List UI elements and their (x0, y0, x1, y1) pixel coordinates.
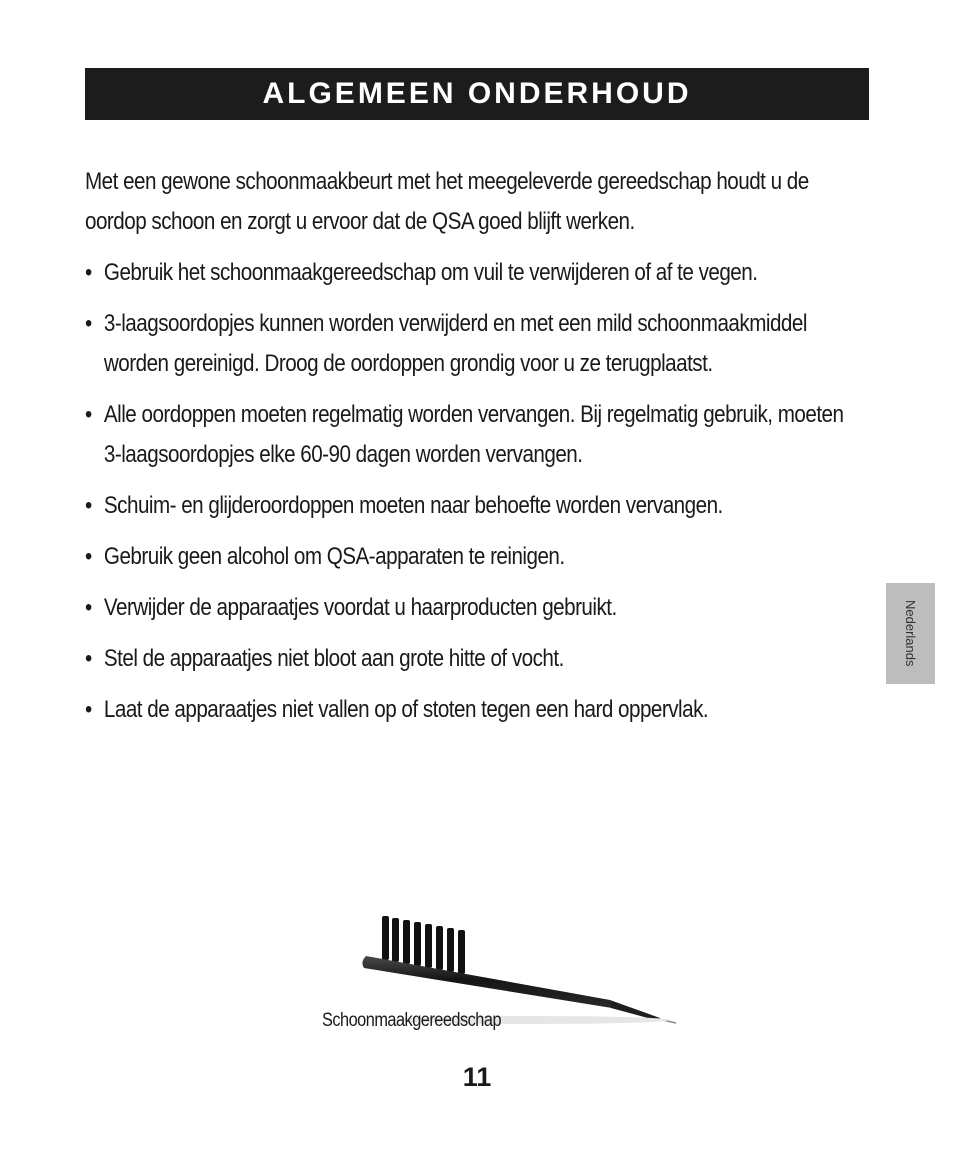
list-item: • Stel de apparaatjes niet bloot aan grote hitte of vocht. (85, 639, 855, 679)
maintenance-list (85, 253, 855, 730)
list-item: • Laat de apparaatjes niet vallen op of stoten tegen een hard oppervlak. (85, 690, 855, 730)
intro-paragraph: Met een gewone schoonmaakbeurt met het meegeleverde gereedschap houdt u de oordop schoon en zorgt u ervoor dat de QSA goed blijft werken. (85, 168, 809, 235)
figure-caption: Schoonmaakgereedschap (322, 1010, 502, 1031)
list-item: • 3-laagsoordopjes kunnen worden verwijderd en met een mild schoonmaakmiddel worden gereinigd. Droog de oordoppen grondig voor u ze terugplaatst. (85, 304, 855, 384)
language-tab-label: Nederlands (903, 600, 918, 667)
list-item: • Alle oordoppen moeten regelmatig worden vervangen. Bij regelmatig gebruik, moeten 3-laagsoordopjes elke 60-90 dagen worden vervangen. (85, 395, 855, 475)
list-item: • Gebruik het schoonmaakgereedschap om vuil te verwijderen of af te vegen. (85, 253, 855, 293)
list-item: • Verwijder de apparaatjes voordat u haarproducten gebruikt. (85, 588, 855, 628)
page-title: ALGEMEEN ONDERHOUD (262, 77, 692, 110)
body-content (85, 162, 855, 741)
list-item: • Schuim- en glijderoordoppen moeten naar behoefte worden vervangen. (85, 486, 855, 526)
section-header (85, 68, 869, 120)
language-tab (886, 583, 935, 684)
list-item: • Gebruik geen alcohol om QSA-apparaten te reinigen. (85, 537, 855, 577)
page-number: 11 (462, 1062, 492, 1092)
